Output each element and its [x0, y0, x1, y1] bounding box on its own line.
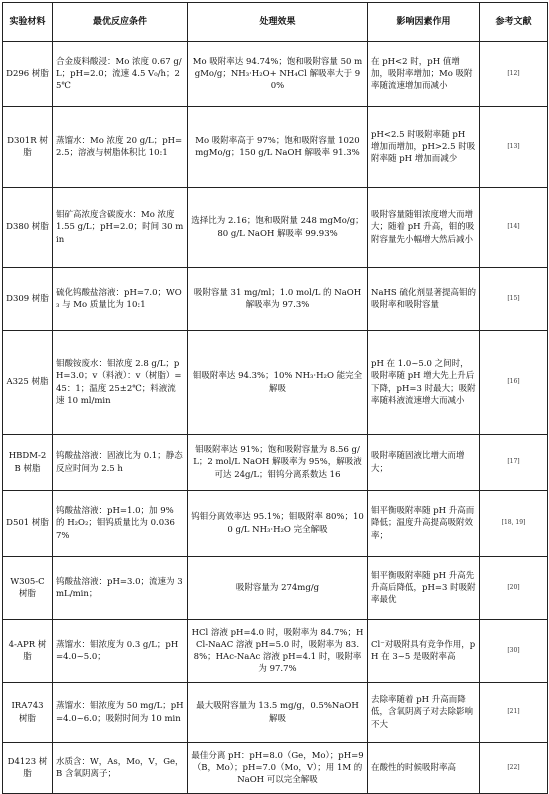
data-table: [2, 2, 548, 794]
table-row: [3, 435, 548, 491]
cell-reference: [30]: [480, 620, 548, 683]
cell-material: A325 树脂: [3, 331, 53, 435]
cell-condition: 钼酸铵废水：钼浓度 2.8 g/L；pH=3.0；v（料液）：v（树脂）=45：1；温度 25±2℃；料液流速 10 ml/min: [53, 331, 188, 435]
cell-condition: 蒸馏水：钼浓度为 50 mg/L；pH=4.0~6.0；吸附时间为 10 min: [53, 683, 188, 743]
header-factor: 影响因素作用: [368, 3, 480, 42]
cell-reference: [15]: [480, 268, 548, 331]
cell-effect: 最大吸附容量为 13.5 mg/g，0.5%NaOH 解吸: [188, 683, 368, 743]
cell-reference: [14]: [480, 188, 548, 268]
cell-factor: 吸附率随固液比增大而增大；: [368, 435, 480, 491]
cell-factor: 在 pH<2 时，pH 值增加，吸附率增加；Mo 吸附率随流速增加而减小: [368, 42, 480, 107]
cell-reference: [13]: [480, 107, 548, 188]
cell-material: HBDM-2B 树脂: [3, 435, 53, 491]
cell-effect: Mo 吸附率高于 97%；饱和吸附容量 1020 mgMo/g；150 g/L NaOH 解吸率 91.3%: [188, 107, 368, 188]
header-material: 实验材料: [3, 3, 53, 42]
cell-material: D501 树脂: [3, 491, 53, 557]
header-effect: 处理效果: [188, 3, 368, 42]
cell-factor: 在酸性的时候吸附率高: [368, 743, 480, 794]
table-row: [3, 491, 548, 557]
cell-effect: 最佳分离 pH：pH=8.0（Ge，Mo）；pH=9（B，Mo）；pH=7.0（Mo，V）；用 1M 的 NaOH 可以完全解吸: [188, 743, 368, 794]
cell-material: D309 树脂: [3, 268, 53, 331]
cell-effect: 钼吸附率达 91%；饱和吸附容量为 8.56 g/L；2 mol/L NaOH 解吸率为 95%，解吸液可达 24g/L；钼钨分离系数达 16: [188, 435, 368, 491]
table-row: [3, 42, 548, 107]
table-row: [3, 331, 548, 435]
table-row: [3, 107, 548, 188]
cell-reference: [20]: [480, 557, 548, 620]
table-row: [3, 557, 548, 620]
cell-reference: [21]: [480, 683, 548, 743]
cell-condition: 蒸馏水：Mo 浓度 20 g/L；pH=2.5；溶液与树脂体积比 10:1: [53, 107, 188, 188]
cell-reference: [12]: [480, 42, 548, 107]
table-row: [3, 683, 548, 743]
cell-condition: 钨酸盐溶液：pH=3.0；流速为 3 mL/min；: [53, 557, 188, 620]
cell-material: D380 树脂: [3, 188, 53, 268]
cell-material: D296 树脂: [3, 42, 53, 107]
cell-condition: 钨酸盐溶液：固液比为 0.1；静态反应时间为 2.5 h: [53, 435, 188, 491]
cell-material: D301R 树脂: [3, 107, 53, 188]
cell-material: 4-APR 树脂: [3, 620, 53, 683]
cell-condition: 钼矿高浓度含碳废水：Mo 浓度 1.55 g/L；pH=2.0；时间 30 min: [53, 188, 188, 268]
cell-reference: [22]: [480, 743, 548, 794]
cell-effect: HCl 溶液 pH=4.0 时，吸附率为 84.7%；HCl-NaAC 溶液 pH=5.0 时，吸附率为 83.8%；HAc-NaAc 溶液 pH=4.1 时，吸附率为 97.7%: [188, 620, 368, 683]
cell-condition: 水质含：W，As，Mo，V，Ge，B 含氧阴离子；: [53, 743, 188, 794]
cell-effect: 选择比为 2.16；饱和吸附量 248 mgMo/g；80 g/L NaOH 解吸率 99.93%: [188, 188, 368, 268]
cell-effect: 吸附容量 31 mg/ml；1.0 mol/L 的 NaOH 解吸率为 97.3%: [188, 268, 368, 331]
table-row: [3, 620, 548, 683]
cell-effect: 钨钼分离效率达 95.1%；钼吸附率 80%；100 g/L NH₃·H₂O 完全解吸: [188, 491, 368, 557]
cell-reference: [18, 19]: [480, 491, 548, 557]
cell-effect: 吸附容量为 274mg/g: [188, 557, 368, 620]
table-row: [3, 743, 548, 794]
header-row: [3, 3, 548, 42]
cell-factor: 去除率随着 pH 升高而降低，含氧阴离子对去除影响不大: [368, 683, 480, 743]
cell-condition: 蒸馏水：钼浓度为 0.3 g/L；pH=4.0~5.0；: [53, 620, 188, 683]
cell-effect: 钼吸附率达 94.3%；10% NH₃·H₂O 能完全解吸: [188, 331, 368, 435]
cell-factor: pH<2.5 时吸附率随 pH 增加而增加，pH>2.5 时吸附率随 pH 增加而减少: [368, 107, 480, 188]
table-row: [3, 268, 548, 331]
header-reference: 参考文献: [480, 3, 548, 42]
cell-condition: 钨酸盐溶液：pH=1.0；加 9% 的 H₂O₂；钼钨质量比为 0.0367%: [53, 491, 188, 557]
cell-reference: [16]: [480, 331, 548, 435]
cell-reference: [17]: [480, 435, 548, 491]
cell-material: IRA743 树脂: [3, 683, 53, 743]
cell-condition: 合金废料酸浸：Mo 浓度 0.67 g/L；pH=2.0；流速 4.5 V₀/h；25℃: [53, 42, 188, 107]
cell-factor: 钼平衡吸附率随 pH 升高而降低；温度升高提高吸附效率；: [368, 491, 480, 557]
cell-factor: pH 在 1.0~5.0 之间时，吸附率随 pH 增大先上升后下降，pH=3 时最大；吸附率随料液流速增大而减小: [368, 331, 480, 435]
cell-material: W305-C 树脂: [3, 557, 53, 620]
cell-factor: 吸附容量随钼浓度增大而增大；随着 pH 升高，钼的吸附容量先小幅增大然后减小: [368, 188, 480, 268]
cell-condition: 硫化钨酸盐溶液：pH=7.0；WO₃ 与 Mo 质量比为 10:1: [53, 268, 188, 331]
cell-effect: Mo 吸附率达 94.74%；饱和吸附容量 50 mgMo/g；NH₃·H₂O+ NH₄Cl 解吸率大于 90%: [188, 42, 368, 107]
cell-factor: NaHS 硫化剂显著提高钼的吸附率和吸附容量: [368, 268, 480, 331]
cell-factor: Cl⁻对吸附具有竞争作用，pH 在 3~5 是吸附率高: [368, 620, 480, 683]
table-row: [3, 188, 548, 268]
header-condition: 最优反应条件: [53, 3, 188, 42]
cell-factor: 钼平衡吸附率随 pH 升高先升高后降低，pH=3 时吸附率最优: [368, 557, 480, 620]
cell-material: D4123 树脂: [3, 743, 53, 794]
